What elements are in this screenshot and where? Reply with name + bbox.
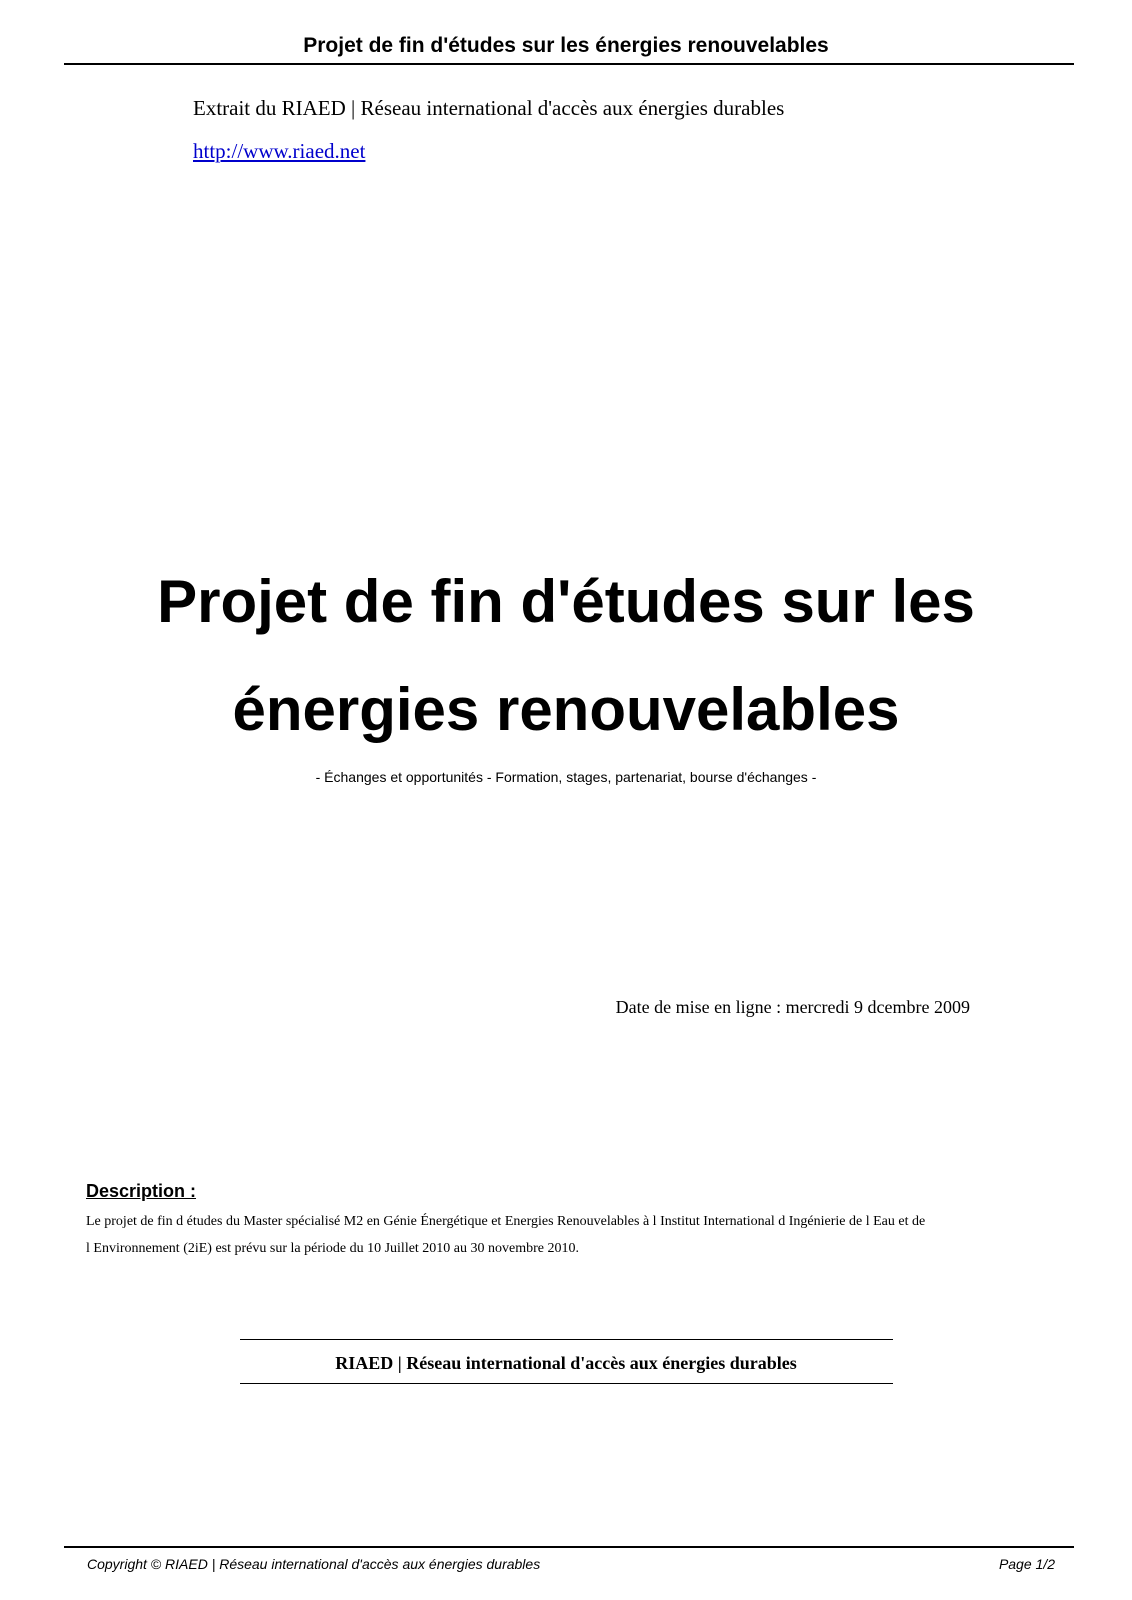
article-title-line-2: énergies renouvelables xyxy=(232,676,900,743)
description-body xyxy=(86,1208,1036,1262)
description-line-1: Le projet de fin d études du Master spécialisé M2 en Génie Énergétique et Energies Renouvelables à l Institut International d Ingénierie de l Eau et de xyxy=(86,1214,926,1229)
description-line-2: l Environnement (2iE) est prévu sur la période du 10 Juillet 2010 au 30 novembre 2010. xyxy=(86,1241,580,1256)
section-path: - Échanges et opportunités - Formation, stages, partenariat, bourse d'échanges - xyxy=(315,769,817,785)
source-extract-text: Extrait du RIAED | Réseau international d'accès aux énergies durables xyxy=(193,96,785,120)
footer-copyright: Copyright © RIAED | Réseau international d'accès aux énergies durables xyxy=(87,1556,541,1572)
footer-box-text: RIAED | Réseau international d'accès aux énergies durables xyxy=(335,1353,797,1373)
description-heading: Description : xyxy=(86,1181,197,1201)
footer-box-top-rule xyxy=(240,1339,893,1340)
footer-rule xyxy=(64,1546,1074,1548)
running-header-title: Projet de fin d'études sur les énergies renouvelables xyxy=(303,34,829,57)
source-url-link[interactable]: http://www.riaed.net xyxy=(193,139,366,163)
article-title-line-1: Projet de fin d'études sur les xyxy=(157,568,975,635)
footer-page-number: Page 1/2 xyxy=(998,1556,1055,1572)
article-title xyxy=(0,548,1132,764)
header-rule xyxy=(64,63,1074,65)
footer-box-bottom-rule xyxy=(240,1383,893,1384)
publication-date: Date de mise en ligne : mercredi 9 dcembre 2009 xyxy=(615,997,970,1017)
